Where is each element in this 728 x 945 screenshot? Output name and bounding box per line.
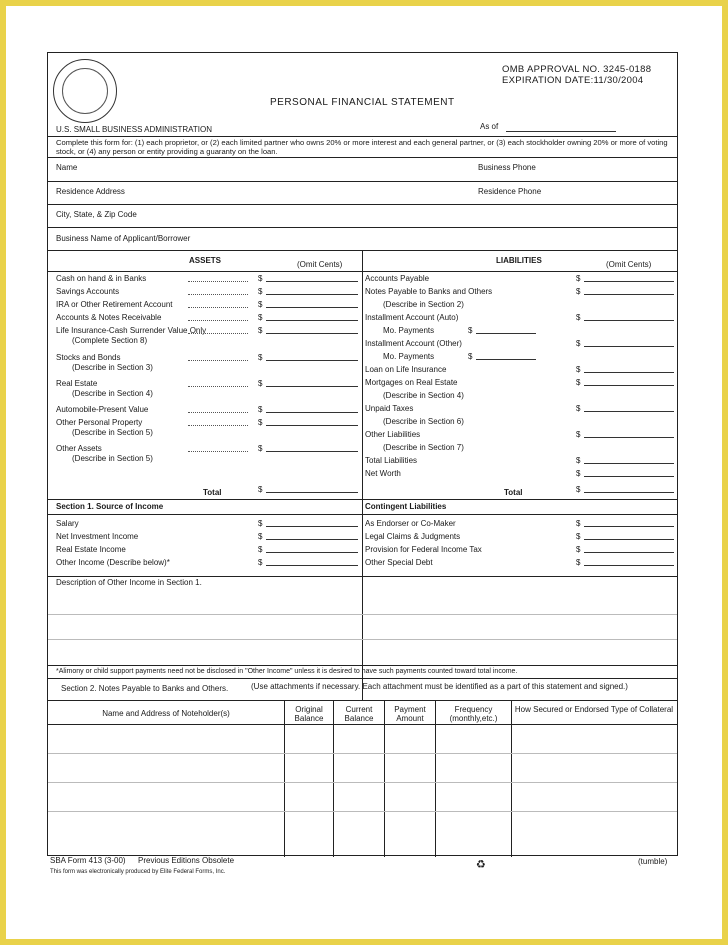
section2-row[interactable]	[48, 753, 677, 754]
asset-amount-field[interactable]	[266, 313, 358, 321]
asset-amount-field[interactable]	[266, 379, 358, 387]
monthly-payment-field[interactable]	[476, 352, 536, 360]
liability-amount-field[interactable]	[584, 430, 674, 438]
produced-by: This form was electronically produced by Elite Federal Forms, Inc.	[50, 869, 226, 875]
alimony-note: *Alimony or child support payments need not be disclosed in "Other Income" unless it is desired to have such payments counted toward total income.	[56, 668, 518, 675]
residence-phone-label: Residence Phone	[478, 187, 542, 196]
liability-label: (Describe in Section 4)	[383, 391, 464, 400]
asset-amount-field[interactable]	[266, 287, 358, 295]
asset-label: Cash on hand & in Banks	[56, 274, 147, 283]
section2-heading: Section 2. Notes Payable to Banks and Others.	[61, 684, 229, 693]
liabilities-total-label: Total	[504, 488, 523, 497]
contingent-amount-field[interactable]	[584, 545, 674, 553]
asset-label: Accounts & Notes Receivable	[56, 313, 162, 322]
asset-amount-field[interactable]	[266, 405, 358, 413]
expiration-date: EXPIRATION DATE:11/30/2004	[502, 75, 644, 86]
sba-seal-icon	[53, 59, 117, 123]
instructions: Complete this form for: (1) each proprietor, or (2) each limited partner who owns 20% or more interest and each general partner, or (3) each stockholder owning 20% or more of voting stock, or (4) any person or entity providing a guaranty on the loan.	[56, 138, 668, 156]
income-amount-field[interactable]	[266, 545, 358, 553]
liability-amount-field[interactable]	[584, 365, 674, 373]
liability-label: Other Liabilities	[365, 430, 421, 439]
assets-total-field[interactable]	[266, 485, 358, 493]
col-current-balance: Current Balance	[344, 705, 374, 723]
col-original-balance: Original Balance	[294, 705, 324, 723]
contingent-label: As Endorser or Co-Maker	[365, 519, 456, 528]
liability-label: Installment Account (Auto)	[365, 313, 459, 322]
liability-label: (Describe in Section 6)	[383, 417, 464, 426]
col-frequency: Frequency (monthly,etc.)	[449, 705, 498, 723]
monthly-payment-field[interactable]	[476, 326, 536, 334]
liability-label: Total Liabilities	[365, 456, 418, 465]
tumble-note: (tumble)	[638, 857, 668, 866]
liability-amount-field[interactable]	[584, 287, 674, 295]
contingent-amount-field[interactable]	[584, 558, 674, 566]
business-phone-label: Business Phone	[478, 163, 536, 172]
asset-sublabel: (Complete Section 8)	[72, 336, 148, 345]
name-field[interactable]	[48, 181, 677, 182]
liability-amount-field[interactable]	[584, 313, 674, 321]
asset-label: IRA or Other Retirement Account	[56, 300, 173, 309]
liability-label: Notes Payable to Banks and Others	[365, 287, 493, 296]
omb-approval: OMB APPROVAL NO. 3245-0188	[502, 64, 652, 75]
asset-label: Automobile-Present Value	[56, 405, 149, 414]
asset-amount-field[interactable]	[266, 274, 358, 282]
asset-label: Stocks and Bonds	[56, 353, 121, 362]
liability-label: Installment Account (Other)	[365, 339, 462, 348]
liabilities-heading: LIABILITIES	[496, 256, 542, 265]
form-number: SBA Form 413 (3-00)	[50, 856, 126, 865]
liability-amount-field[interactable]	[584, 339, 674, 347]
as-of-field[interactable]	[506, 124, 616, 132]
address-field[interactable]	[48, 204, 677, 205]
liability-amount-field[interactable]	[584, 456, 674, 464]
liability-label: (Describe in Section 7)	[383, 443, 464, 452]
residence-address-label: Residence Address	[56, 187, 125, 196]
income-amount-field[interactable]	[266, 532, 358, 540]
assets-heading: ASSETS	[189, 256, 222, 265]
liability-label: Unpaid Taxes	[365, 404, 414, 413]
asset-amount-field[interactable]	[266, 444, 358, 452]
page-title: PERSONAL FINANCIAL STATEMENT	[270, 97, 455, 108]
section2-row[interactable]	[48, 782, 677, 783]
section1-heading: Section 1. Source of Income	[56, 502, 164, 511]
liability-amount-field[interactable]	[584, 274, 674, 282]
asset-label: Other Assets	[56, 444, 102, 453]
asset-label: Savings Accounts	[56, 287, 120, 296]
asset-label: Life Insurance-Cash Surrender Value Only	[56, 326, 207, 335]
liabilities-omit-cents: (Omit Cents)	[606, 260, 652, 269]
liability-amount-field[interactable]	[584, 378, 674, 386]
liability-label: (Describe in Section 2)	[383, 300, 464, 309]
other-income-line[interactable]	[48, 614, 677, 615]
income-label: Net Investment Income	[56, 532, 139, 541]
liability-label: Loan on Life Insurance	[365, 365, 447, 374]
section2-row[interactable]	[48, 811, 677, 812]
liability-label: Mortgages on Real Estate	[365, 378, 458, 387]
liability-label: Mo. Payments	[383, 352, 435, 361]
asset-amount-field[interactable]	[266, 353, 358, 361]
income-amount-field[interactable]	[266, 519, 358, 527]
contingent-label: Legal Claims & Judgments	[365, 532, 461, 541]
liability-amount-field[interactable]	[584, 469, 674, 477]
assets-omit-cents: (Omit Cents)	[297, 260, 343, 269]
contingent-amount-field[interactable]	[584, 519, 674, 527]
asset-label: Real Estate	[56, 379, 98, 388]
other-income-line[interactable]	[48, 639, 677, 640]
personal-financial-statement-form: OMB APPROVAL NO. 3245-0188 EXPIRATION DATE:11/30/2004 PERSONAL FINANCIAL STATEMENT U.S. SMALL BUSINESS ADMINISTRATION As of Complete this form for: (1) each proprietor, or (2) each limited partner who owns 20% or more interest and each general partner, or (3) each stockholder owning 20% or more of voting stock, or (4) any person or entity providing a guaranty on the loan. Name Business Phone Residence Address Residence Phone City, State, & Zip Code Business Name of Applicant/Borrower ASSETS (Omit Cents) LIABILITIES (Omit Cents) Cash on hand & in Banks $ Savings Accounts $ IRA or Other Retirement Account $ Accounts & Notes Receivable $ Life Insurance-Cash Surrender Value Only (Complete Section 8) $ Stocks and Bonds (Describe in Section 3) $ Real Estate (Describe in Section 4) $ Automobile-Present Value $ Other Personal Property (Describe in Section 5) $ Other Assets (Describe in Section 5) $ Accounts Payable $ Notes Payable to Banks and Others $ (Describe in Section 2) Installment Account (Auto) $ Mo. Payments $ Installment Account (Other) $ Mo. Payments $ Loan on Life Insurance $ Mortgages on Real Estate $ (Describe in Section 4) Unpaid Taxes $ (Describe in Section 6) Other Liabilities $ (Describe in Section 7) Total Liabilities $ Net Worth $ Total $ Total $ Section 1. Source of Income Contingent Liabilities Salary $ Net Investment Income $ Real Estate Income $ Other Income (Describe below)* $ As Endorser or Co-Maker $ Legal Claims & Judgments $ Provision for Federal Income Tax $ Other Special Debt $ Description of Other Income in Section 1. *Alimony or child support payments need not be disclosed in "Other Income" unless it is desired to have such payments counted toward total income. Section 2. Notes Payable to Banks and Others. (Use attachments if necessary. Each attachment must be identified as a part of this statement and signed.) Name and Address of Noteholder(s) Original Balance Current Balance Payment Amount Frequency (monthly,etc.) How Secured or Endorsed Type of Collateral	[47, 52, 678, 856]
income-label: Real Estate Income	[56, 545, 126, 554]
attachments-note: (Use attachments if necessary. Each attachment must be identified as a part of this statement and signed.)	[251, 682, 628, 691]
as-of-label: As of	[480, 122, 499, 131]
assets-total-label: Total	[203, 488, 222, 497]
name-label: Name	[56, 163, 78, 172]
other-income-description-label: Description of Other Income in Section 1.	[56, 578, 202, 587]
income-label: Other Income (Describe below)*	[56, 558, 170, 567]
col-payment-amount: Payment Amount	[394, 705, 426, 723]
asset-sublabel: (Describe in Section 5)	[72, 454, 153, 463]
liability-label: Mo. Payments	[383, 326, 435, 335]
income-label: Salary	[56, 519, 79, 528]
asset-sublabel: (Describe in Section 4)	[72, 389, 153, 398]
asset-amount-field[interactable]	[266, 326, 358, 334]
liability-label: Net Worth	[365, 469, 401, 478]
asset-sublabel: (Describe in Section 5)	[72, 428, 153, 437]
asset-amount-field[interactable]	[266, 300, 358, 308]
recycle-icon: ♻	[476, 859, 486, 871]
liability-amount-field[interactable]	[584, 404, 674, 412]
contingent-label: Provision for Federal Income Tax	[365, 545, 482, 554]
business-name-label: Business Name of Applicant/Borrower	[56, 234, 191, 243]
col-noteholder: Name and Address of Noteholder(s)	[102, 709, 230, 718]
contingent-heading: Contingent Liabilities	[365, 502, 447, 511]
income-amount-field[interactable]	[266, 558, 358, 566]
contingent-amount-field[interactable]	[584, 532, 674, 540]
col-collateral: How Secured or Endorsed Type of Collateral	[514, 705, 674, 714]
contingent-label: Other Special Debt	[365, 558, 433, 567]
liability-label: Accounts Payable	[365, 274, 430, 283]
page	[6, 6, 722, 939]
agency-name: U.S. SMALL BUSINESS ADMINISTRATION	[56, 125, 213, 134]
asset-label: Other Personal Property	[56, 418, 143, 427]
obsolete-note: Previous Editions Obsolete	[138, 856, 235, 865]
asset-sublabel: (Describe in Section 3)	[72, 363, 153, 372]
city-field[interactable]	[48, 227, 677, 228]
city-state-zip-label: City, State, & Zip Code	[56, 210, 137, 219]
asset-amount-field[interactable]	[266, 418, 358, 426]
liabilities-total-field[interactable]	[584, 485, 674, 493]
